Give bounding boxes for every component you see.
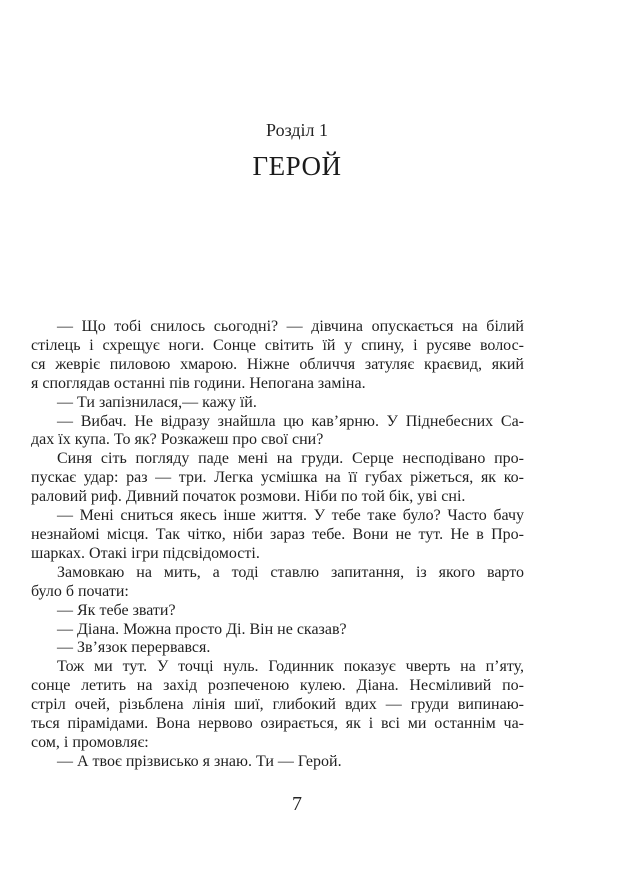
- body-text: [31, 318, 524, 772]
- text-line: сонце летить на захід розпеченою кулею. Діана. Несміливий по-: [31, 677, 524, 695]
- text-line: пускає удар: раз — три. Легка усмішка на її губах ріжеться, як ко-: [31, 469, 524, 487]
- text-line: ться пірамідами. Вона нервово озирається, як і всі ми останнім ча-: [31, 715, 524, 733]
- chapter-title: ГЕРОЙ: [252, 151, 342, 181]
- text-line: — Мені сниться якесь інше життя. У тебе таке було? Часто бачу: [57, 507, 524, 525]
- text-line: — Зв’язок перервався.: [57, 639, 211, 657]
- page-number: 7: [292, 793, 302, 815]
- text-line: Синя сіть погляду паде мені на груди. Серце несподівано про-: [57, 450, 524, 468]
- text-line: Тож ми тут. У точці нуль. Годинник показує чверть на п’яту,: [57, 658, 524, 676]
- text-line: Замовкаю на мить, а тоді ставлю запитання, із якого варто: [57, 563, 524, 581]
- text-line: — Ти запізнилася,— кажу їй.: [57, 393, 257, 411]
- text-line: ся жевріє пиловою хмарою. Ніжне обличчя затуляє краєвид, який: [31, 355, 524, 373]
- text-line: раловий риф. Дивний початок розмови. Ніби по той бік, уві сні.: [31, 488, 466, 506]
- text-line: — Вибач. Не відразу знайшла цю кав’ярню. У Піднебесних Са-: [57, 412, 524, 430]
- text-line: — Діана. Можна просто Ді. Він не сказав?: [57, 620, 347, 638]
- text-line: було б почати:: [31, 582, 129, 600]
- text-line: — Що тобі снилось сьогодні? — дівчина опускається на білий: [57, 318, 524, 335]
- text-line: — Як тебе звати?: [57, 601, 176, 619]
- text-line: незнайомі місця. Так чітко, ніби зараз тебе. Вони не тут. Не в Про-: [31, 525, 524, 543]
- text-line: я споглядав останні пів години. Непогана заміна.: [31, 374, 366, 392]
- text-line: сом, і промовляє:: [31, 733, 149, 751]
- text-line: стріл очей, різьблена лінія шиї, глибокий вдих — груди випинаю-: [31, 696, 524, 714]
- text-line: шарках. Отакі ігри підсвідомості.: [31, 544, 260, 562]
- text-line: стілець і схрещує ноги. Сонце світить їй у спину, і русяве волос-: [31, 336, 524, 354]
- text-line: дах їх купа. То як? Розкажеш про свої сни?: [31, 431, 324, 449]
- text-line: — А твоє прізвисько я знаю. Ти — Герой.: [57, 752, 342, 770]
- chapter-label: Розділ 1: [266, 120, 328, 140]
